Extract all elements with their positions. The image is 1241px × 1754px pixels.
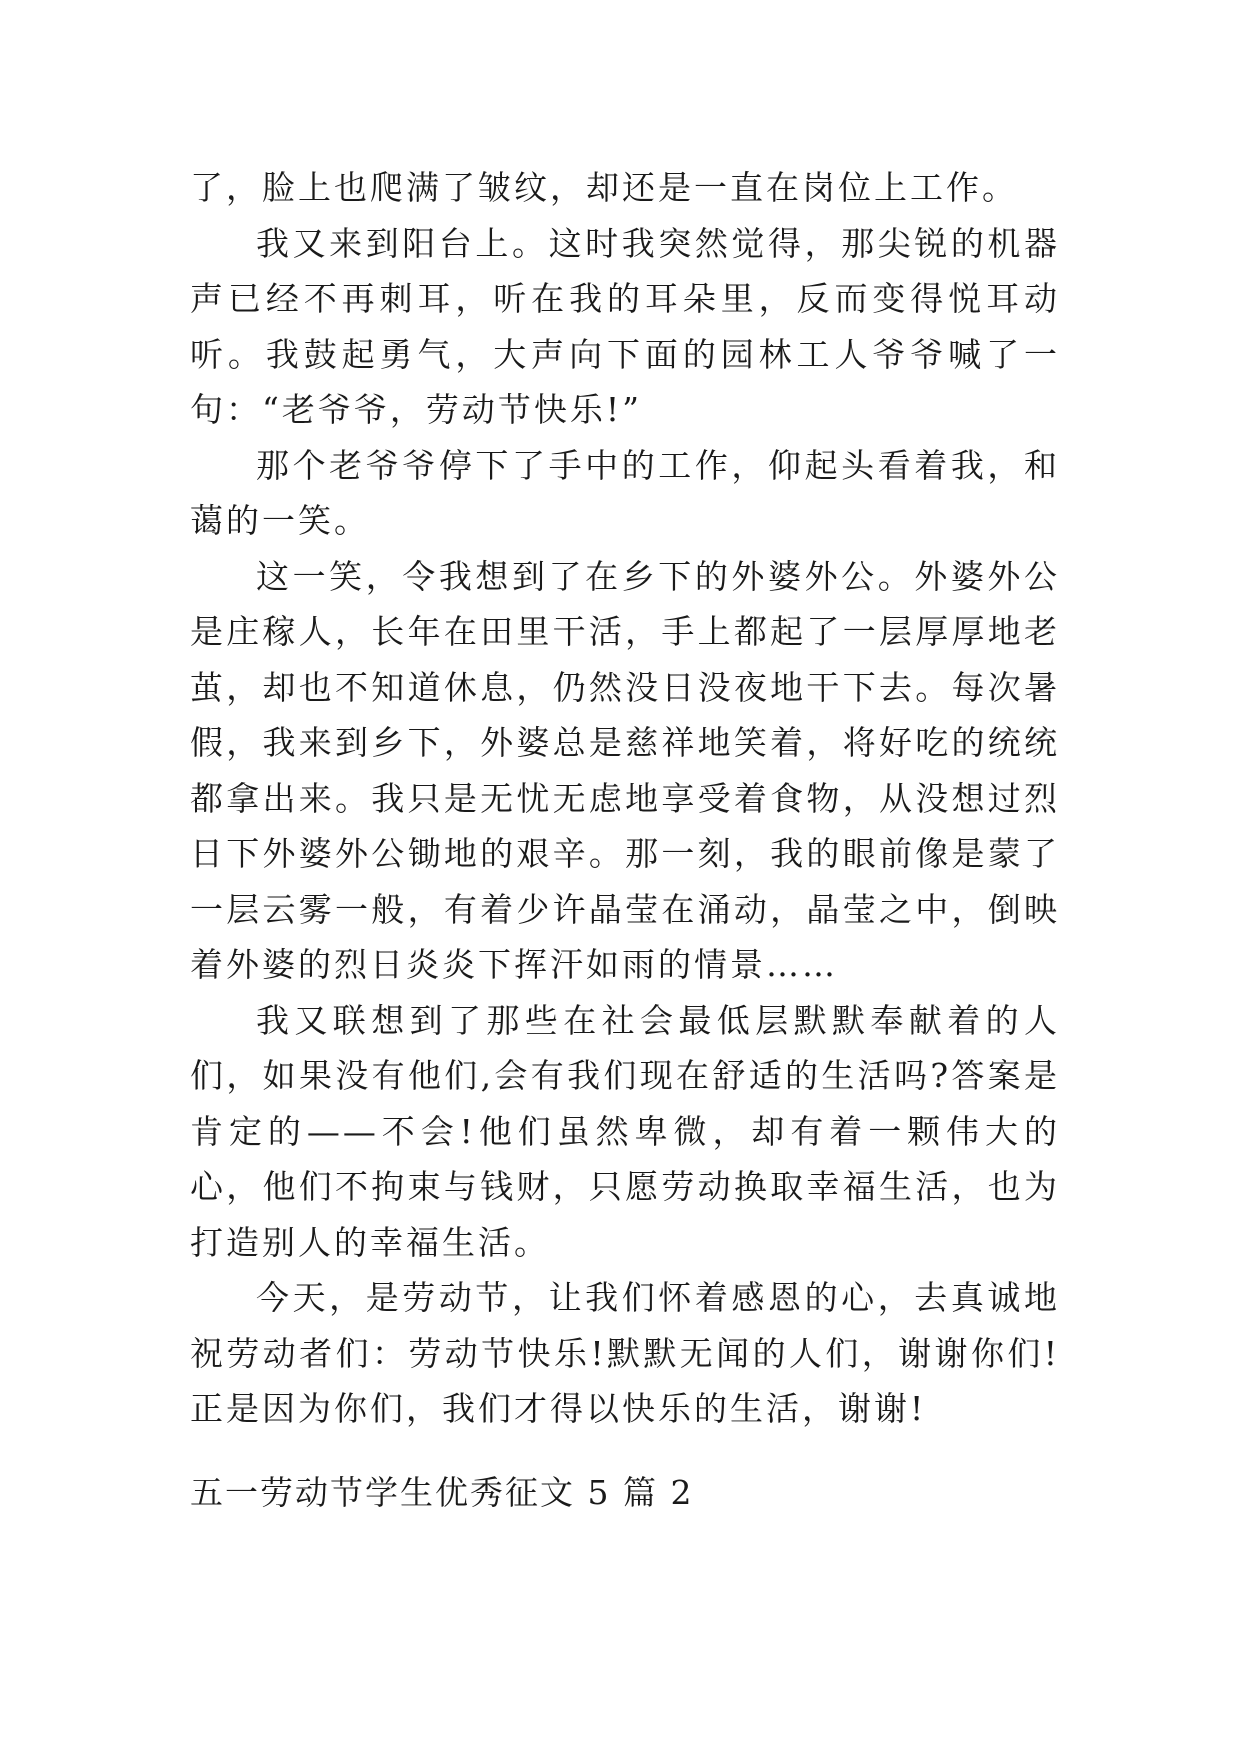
paragraph-laborers: 我又联想到了那些在社会最低层默默奉献着的人们，如果没有他们,会有我们现在舒适的生活吗?答案是肯定的——不会!他们虽然卑微，却有着一颗伟大的心，他们不拘束与钱财，只愿劳动换取幸福生活，也为打造别人的幸福生活。 xyxy=(190,1000,1060,1262)
paragraph-old-man-smile: 那个老爷爷停下了手中的工作，仰起头看着我，和蔼的一笑。 xyxy=(190,445,1060,540)
paragraph-labor-day: 今天，是劳动节，让我们怀着感恩的心，去真诚地祝劳动者们：劳动节快乐!默默无闻的人们，谢谢你们!正是因为你们，我们才得以快乐的生活，谢谢! xyxy=(190,1278,1060,1428)
paragraph-balcony: 我又来到阳台上。这时我突然觉得，那尖锐的机器声已经不再刺耳，听在我的耳朵里，反而变得悦耳动听。我鼓起勇气，大声向下面的园林工人爷爷喊了一句：“老爷爷，劳动节快乐!” xyxy=(190,223,1060,429)
paragraph-continuation: 了，脸上也爬满了皱纹，却还是一直在岗位上工作。 xyxy=(190,168,1018,207)
paragraph-grandparents: 这一笑，令我想到了在乡下的外婆外公。外婆外公是庄稼人，长年在田里干活，手上都起了一层厚厚地老茧，却也不知道休息，仍然没日没夜地干下去。每次暑假，我来到乡下，外婆总是慈祥地笑着，将好吃的统统都拿出来。我只是无忧无虑地享受着食物，从没想过烈日下外婆外公锄地的艰辛。那一刻，我的眼前像是蒙了一层云雾一般，有着少许晶莹在涌动，晶莹之中，倒映着外婆的烈日炎炎下挥汗如雨的情景…… xyxy=(190,556,1060,984)
section-heading: 五一劳动节学生优秀征文 5 篇 2 xyxy=(190,1473,694,1512)
document-body xyxy=(190,160,1060,1437)
